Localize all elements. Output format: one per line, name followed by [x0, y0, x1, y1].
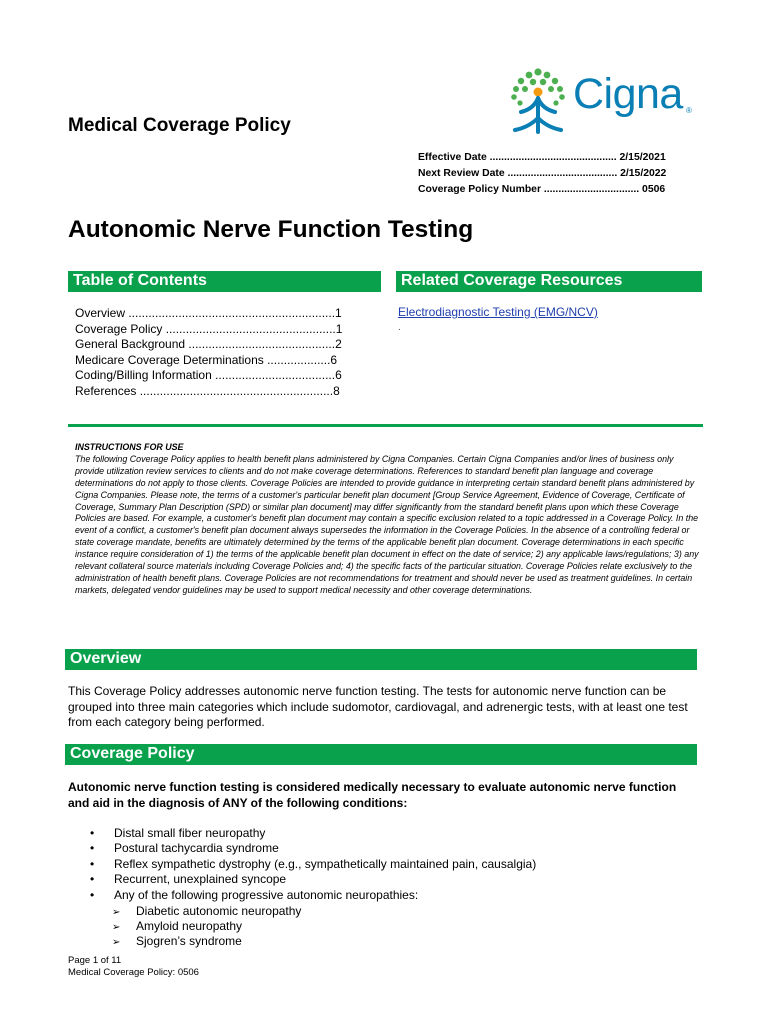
related-separator: .: [398, 322, 401, 333]
coverage-lead-text: Autonomic nerve function testing is considered medically necessary to evaluate autonomic nerve function and aid in the diagnosis of ANY of the following conditions:: [68, 780, 677, 810]
toc-item-general-background[interactable]: General Background ............................................2: [75, 337, 342, 351]
brand-wordmark: Cigna: [573, 70, 683, 118]
list-item-text: Any of the following progressive autonomic neuropathies:: [114, 888, 419, 902]
overview-heading: Overview: [65, 649, 697, 670]
registered-mark: ®: [686, 106, 692, 115]
list-item-text: Distal small fiber neuropathy: [114, 826, 266, 840]
bullet-glyph: •: [90, 826, 95, 840]
bullet-glyph: •: [90, 872, 95, 886]
list-item: [90, 872, 286, 886]
instructions-for-use: [75, 442, 700, 597]
next-review-date: Next Review Date ...................................... 2/15/2022: [418, 168, 667, 179]
instructions-heading: INSTRUCTIONS FOR USE: [75, 442, 184, 452]
bullet-glyph: •: [90, 857, 95, 871]
bullet-glyph: •: [90, 888, 95, 902]
arrow-bullet-icon: ➢: [112, 907, 121, 918]
toc-item-coverage-policy[interactable]: Coverage Policy ...................................................1: [75, 322, 343, 336]
tree-of-life-icon: [505, 66, 571, 138]
page-title: Autonomic Nerve Function Testing: [68, 216, 474, 243]
sub-list-item-text: Sjogren’s syndrome: [136, 934, 242, 948]
toc-heading: Table of Contents: [68, 271, 381, 292]
section-divider: [68, 424, 703, 427]
toc-item-medicare[interactable]: Medicare Coverage Determinations ...................6: [75, 353, 338, 367]
arrow-bullet-icon: ➢: [112, 937, 121, 948]
footer-policy-number: Medical Coverage Policy: 0506: [68, 967, 199, 978]
arrow-bullet-icon: ➢: [112, 922, 121, 933]
cigna-logo: [505, 66, 705, 138]
bullet-glyph: •: [90, 841, 95, 855]
list-item-text: Postural tachycardia syndrome: [114, 841, 279, 855]
toc-item-references[interactable]: References ..........................................................8: [75, 384, 340, 398]
toc-item-coding-billing[interactable]: Coding/Billing Information ....................................6: [75, 368, 342, 382]
list-item: [90, 857, 536, 871]
related-resources-heading: Related Coverage Resources: [396, 271, 702, 292]
document-type: Medical Coverage Policy: [68, 115, 291, 136]
sub-list-item-text: Amyloid neuropathy: [136, 919, 243, 933]
policy-number: Coverage Policy Number ................................. 0506: [418, 184, 666, 195]
list-item: [90, 888, 418, 902]
related-link-electrodiagnostic[interactable]: Electrodiagnostic Testing (EMG/NCV): [398, 305, 598, 319]
list-item: [90, 826, 265, 840]
effective-date: Effective Date ............................................ 2/15/2021: [418, 152, 666, 163]
list-item: [90, 841, 279, 855]
list-item-text: Reflex sympathetic dystrophy (e.g., sympathetically maintained pain, causalgia): [114, 857, 537, 871]
coverage-policy-heading: Coverage Policy: [65, 744, 697, 765]
footer-page-number: Page 1 of 11: [68, 955, 122, 966]
instructions-body: The following Coverage Policy applies to health benefit plans administered by Cigna Companies. Certain Cigna Companies and/or lines of business only provide utilization review services to clients and do not make coverage determinations. References to standard benefit plan language and coverage determinations do not apply to those clients. Coverage Policies are intended to provide guidance in interpreting certain standard benefit plans administered by Cigna Companies. Please note, the terms of a customer's particular benefit plan document [Group Service Agreement, Evidence of Coverage, Certificate of Coverage, Summary Plan Description (SPD) or similar plan document] may differ significantly from the standard benefit plans upon which these Coverage Policies are based. For example, a customer's benefit plan document may contain a specific exclusion related to a topic addressed in a Coverage Policy. In the event of a conflict, a customer's benefit plan document always supersedes the information in the Coverage Policies. In the absence of a controlling federal or state coverage mandate, benefits are ultimately determined by the terms of the applicable benefit plan document. Coverage determinations in each specific instance require consideration of 1) the terms of the applicable benefit plan document in effect on the date of service; 2) any applicable laws/regulations; 3) any relevant collateral source materials including Coverage Policies and; 4) the specific facts of the particular situation. Coverage Policies relate exclusively to the administration of health benefit plans. Coverage Policies are not recommendations for treatment and should never be used as treatment guidelines. In certain markets, delegated vendor guidelines may be used to support medical necessity and other coverage determinations.: [75, 453, 699, 595]
overview-text: This Coverage Policy addresses autonomic nerve function testing. The tests for autonomic nerve function can be grouped into three main categories which include sudomotor, cardiovagal, and adrenergic tests, with at least one test from each category being performed.: [68, 684, 688, 729]
sub-list-item: [112, 919, 242, 933]
toc-item-overview[interactable]: Overview ..............................................................1: [75, 306, 342, 320]
sub-list-item: [112, 934, 242, 948]
list-item-text: Recurrent, unexplained syncope: [114, 872, 287, 886]
sub-list-item-text: Diabetic autonomic neuropathy: [136, 904, 302, 918]
sub-list-item: [112, 904, 301, 918]
